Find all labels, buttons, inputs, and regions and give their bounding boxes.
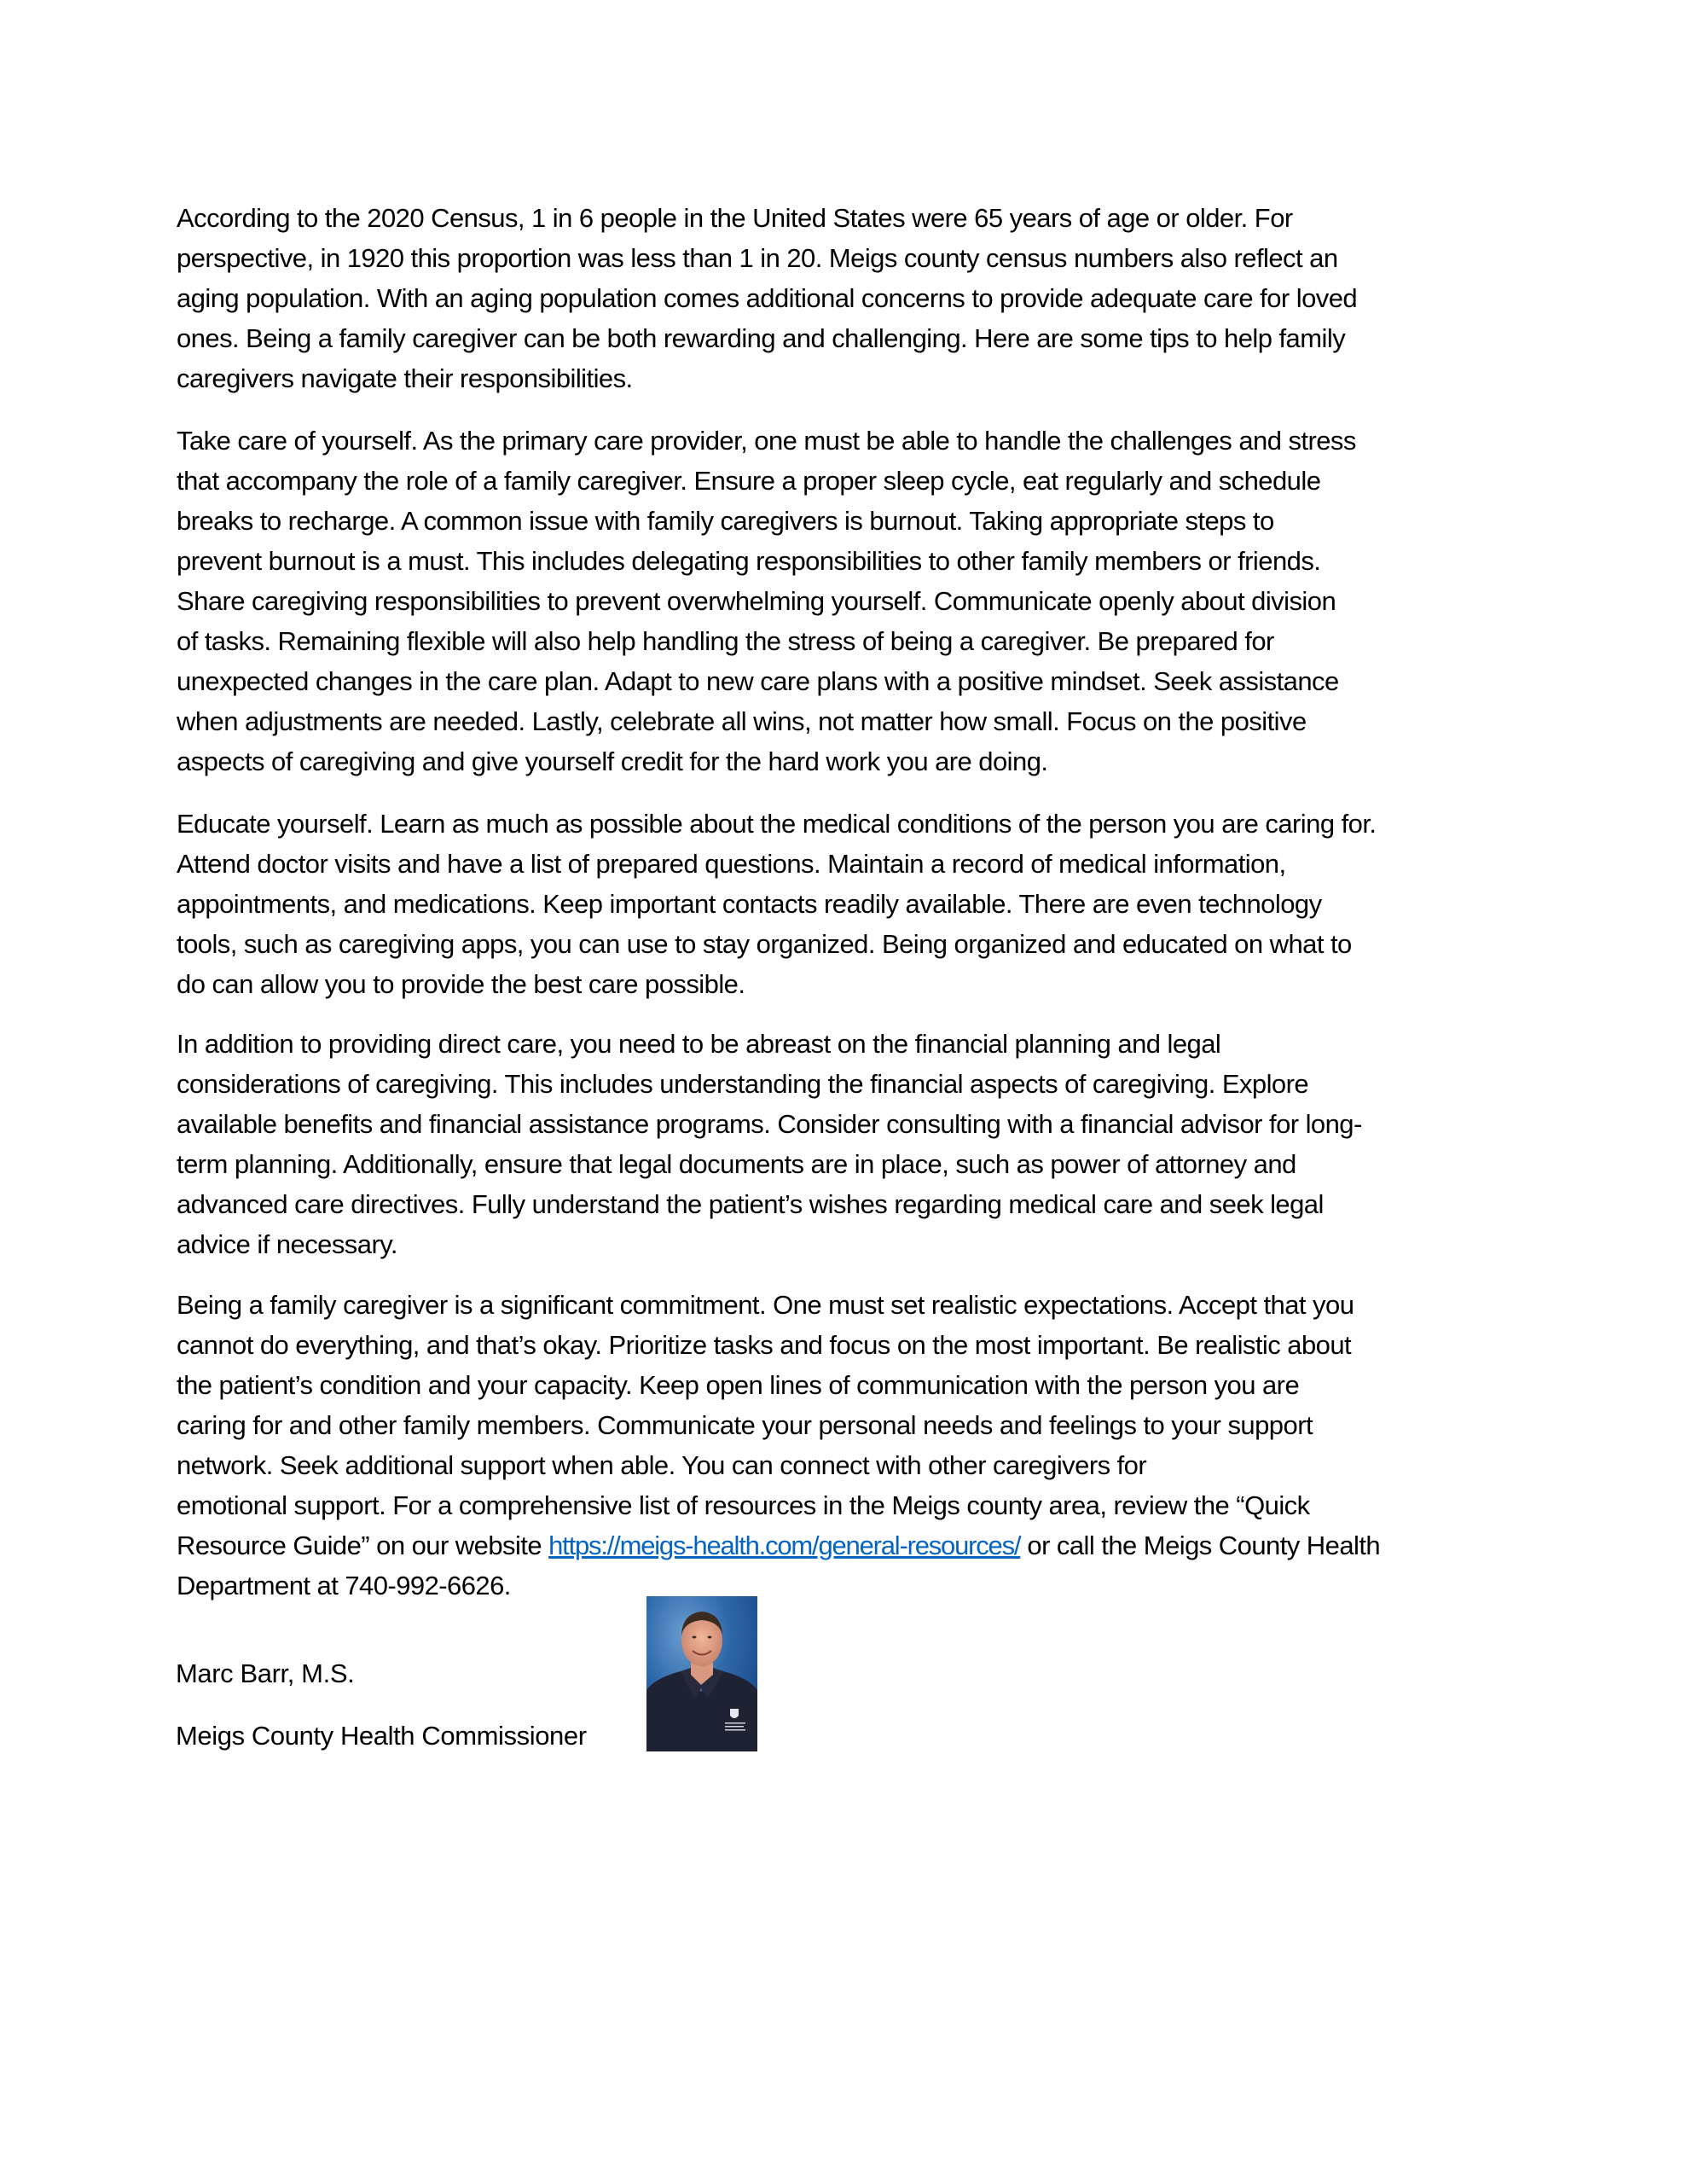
- text-line: unexpected changes in the care plan. Adapt to new care plans with a positive mindset. Seek assistance: [177, 666, 1339, 696]
- resources-link[interactable]: https://meigs-health.com/general-resources/: [548, 1531, 1021, 1560]
- text-line: advanced care directives. Fully understand the patient’s wishes regarding medical care and seek legal: [177, 1189, 1324, 1219]
- text-line: perspective, in 1920 this proportion was less than 1 in 20. Meigs county census numbers also reflect an: [177, 243, 1338, 273]
- text-line: In addition to providing direct care, you need to be abreast on the financial planning and legal: [177, 1029, 1221, 1059]
- text-line: do can allow you to provide the best care possible.: [177, 969, 745, 999]
- text-line: caregivers navigate their responsibilities.: [177, 363, 633, 393]
- text-line: aspects of caregiving and give yourself credit for the hard work you are doing.: [177, 746, 1048, 776]
- text-line: According to the 2020 Census, 1 in 6 people in the United States were 65 years of age or older. For: [177, 203, 1293, 233]
- text-line-with-link: [177, 1525, 1507, 1565]
- text-line: advice if necessary.: [177, 1229, 397, 1259]
- text-line: the patient’s condition and your capacity. Keep open lines of communication with the person you are: [177, 1370, 1300, 1400]
- portrait-photo: [646, 1596, 757, 1751]
- text-line: Educate yourself. Learn as much as possible about the medical conditions of the person you are caring for.: [177, 809, 1377, 839]
- text-line: ones. Being a family caregiver can be both rewarding and challenging. Here are some tips to help family: [177, 323, 1346, 353]
- text-line: that accompany the role of a family caregiver. Ensure a proper sleep cycle, eat regularly and schedule: [177, 466, 1321, 496]
- signature-title: Meigs County Health Commissioner: [176, 1721, 587, 1751]
- text-line: Being a family caregiver is a significant commitment. One must set realistic expectations. Accept that you: [177, 1290, 1354, 1320]
- text-line: breaks to recharge. A common issue with family caregivers is burnout. Taking appropriate steps to: [177, 506, 1274, 536]
- text-line: cannot do everything, and that’s okay. Prioritize tasks and focus on the most important. Be realistic about: [177, 1330, 1352, 1360]
- text-line: prevent burnout is a must. This includes delegating responsibilities to other family members or friends.: [177, 546, 1321, 576]
- text-line: Take care of yourself. As the primary care provider, one must be able to handle the challenges and stress: [177, 426, 1356, 456]
- paragraph-intro: [177, 198, 1507, 398]
- text-line: Attend doctor visits and have a list of prepared questions. Maintain a record of medical information,: [177, 849, 1286, 879]
- text-line: available benefits and financial assistance programs. Consider consulting with a financial advisor for long-: [177, 1109, 1362, 1139]
- portrait-icon: [646, 1596, 757, 1751]
- paragraph-self-care: [177, 421, 1507, 781]
- link-line-before: Resource Guide” on our website: [177, 1531, 549, 1560]
- text-line: appointments, and medications. Keep important contacts readily available. There are even technology: [177, 889, 1322, 919]
- text-line: term planning. Additionally, ensure that legal documents are in place, such as power of attorney and: [177, 1149, 1296, 1179]
- paragraph-educate: [177, 804, 1507, 1004]
- paragraph-financial-legal: [177, 1024, 1507, 1264]
- text-line: aging population. With an aging population comes additional concerns to provide adequate care for loved: [177, 283, 1358, 313]
- text-line: emotional support. For a comprehensive list of resources in the Meigs county area, review the “Quick: [177, 1490, 1310, 1520]
- text-line: Department at 740-992-6626.: [177, 1571, 511, 1600]
- text-line: Share caregiving responsibilities to prevent overwhelming yourself. Communicate openly about division: [177, 586, 1336, 616]
- text-line: network. Seek additional support when able. You can connect with other caregivers for: [177, 1450, 1147, 1480]
- text-line: when adjustments are needed. Lastly, celebrate all wins, not matter how small. Focus on the positive: [177, 706, 1307, 736]
- paragraph-commitment: [177, 1285, 1507, 1606]
- text-line: of tasks. Remaining flexible will also help handling the stress of being a caregiver. Be prepared for: [177, 626, 1274, 656]
- text-line: caring for and other family members. Communicate your personal needs and feelings to your support: [177, 1410, 1313, 1440]
- link-line-after: or call the Meigs County Health: [1020, 1531, 1381, 1560]
- signature-name: Marc Barr, M.S.: [176, 1658, 355, 1688]
- text-line: considerations of caregiving. This includes understanding the financial aspects of caregiving. Explore: [177, 1069, 1309, 1099]
- text-line: tools, such as caregiving apps, you can use to stay organized. Being organized and educated on what to: [177, 929, 1352, 959]
